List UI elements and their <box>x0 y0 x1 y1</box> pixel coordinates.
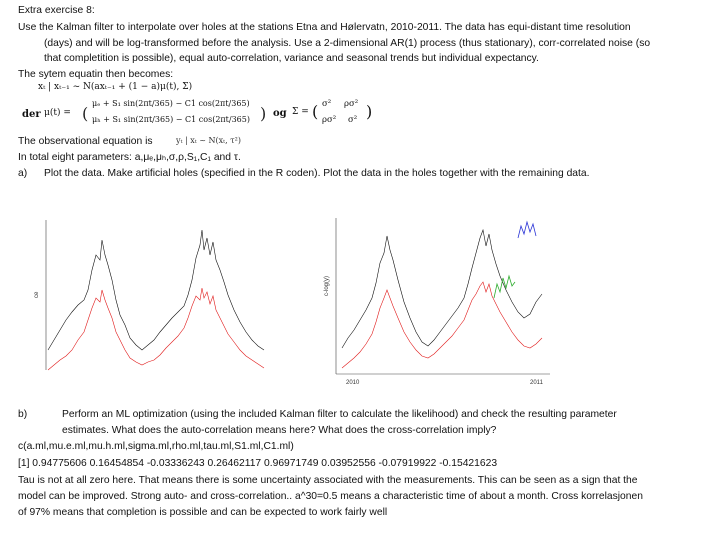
intro-line-3: that completition is possible), equal auto-correlation, variance and seasonal trends but individual expectancy. <box>44 53 539 64</box>
mu-right-paren: ) <box>260 104 267 123</box>
intro-line-2: (days) and will be log-transformed before the analysis. Use a 2-dimensional AR(1) process (thus stationary), corr-correlated noise (so <box>44 38 651 49</box>
state-equation: xₜ | xₜ₋₁ ~ N(axₜ₋₁ + (1 − a)μ(t), Σ) <box>38 82 193 92</box>
right-series-hole-blue <box>518 222 536 238</box>
sigma-left-paren: ( <box>312 102 319 121</box>
system-equation-intro: The sytem equatin then becomes: <box>18 69 174 80</box>
observation-equation: yₜ | xₜ ~ N(xₜ, τ²) <box>176 136 241 145</box>
conclusion-line-2: model can be improved. Strong auto- and cross-correlation.. a^30=0.5 means a characteristic time of about a month. Cross korrelasjonen <box>18 491 643 502</box>
mu-t-label: μ(t) = <box>44 108 71 118</box>
sigma-22: σ² <box>348 115 358 125</box>
system-equation <box>22 82 302 138</box>
right-plot <box>318 198 563 390</box>
parameters-line: In total eight parameters: a,μₑ,μₕ,σ,ρ,S₁,C₁ and τ. <box>18 152 241 163</box>
sigma-12: ρσ² <box>344 99 359 109</box>
mu-row-1: μₑ + S₁ sin(2πt/365) − C1 cos(2πt/365) <box>92 99 250 108</box>
item-b-label: b) <box>18 409 28 420</box>
item-a-label: a) <box>18 168 28 179</box>
item-a-text: Plot the data. Make artificial holes (specified in the R coden). Plot the data in the holes together with the remaining data. <box>44 168 590 179</box>
left-series-black <box>48 230 264 350</box>
intro-line-1: Use the Kalman filter to interpolate over holes at the stations Etna and Hølervatn, 2010-2011. The data has equi-distant time resolution <box>18 22 631 33</box>
right-plot-xtick-start: 2010 <box>346 380 360 386</box>
item-a <box>18 167 589 180</box>
left-plot <box>30 200 330 390</box>
item-b-line-2: estimates. What does the auto-correlation means here? What does the cross-correlation imply? <box>62 425 497 436</box>
right-plot-xtick-end: 2011 <box>530 380 543 386</box>
conclusion-line-3: of 97% means that completion is possible and can be expected to work fairly well <box>18 507 388 518</box>
code-output: [1] 0.94775606 0.16454854 -0.03336243 0.26462117 0.96971749 0.03952556 -0.07919922 -0.15421623 <box>18 458 498 469</box>
left-series-red <box>48 288 264 370</box>
item-b <box>18 408 617 421</box>
sigma-matrix <box>312 95 372 133</box>
der-word: der <box>22 109 41 120</box>
item-b-line-1: Perform an ML optimization (using the included Kalman filter to calculate the likelihood) and check the resulting parameter <box>62 409 617 420</box>
right-plot-ylabel: c-log(y) <box>324 275 330 296</box>
code-call: c(a.ml,mu.e.ml,mu.h.ml,sigma.ml,rho.ml,tau.ml,S1.ml,C1.ml) <box>18 441 294 452</box>
sigma-label: Σ = <box>292 107 309 117</box>
right-series-red <box>342 282 542 368</box>
right-series-black <box>342 230 542 348</box>
sigma-21: ρσ² <box>322 115 337 125</box>
sigma-11: σ² <box>322 99 332 109</box>
left-plot-ylabel: ce <box>34 291 40 298</box>
conclusion-line-1: Tau is not at all zero here. That means there is some uncertainty associated with the measurements. This can be seen as a sign that the <box>18 475 638 486</box>
observation-equation-intro: The observational equation is <box>18 136 153 147</box>
mu-row-2: μₕ + S₁ sin(2πt/365) − C1 cos(2πt/365) <box>92 115 250 124</box>
sigma-right-paren: ) <box>366 102 373 121</box>
og-word: og <box>273 108 287 119</box>
exercise-title: Extra exercise 8: <box>18 5 95 16</box>
mu-left-paren: ( <box>82 104 89 123</box>
